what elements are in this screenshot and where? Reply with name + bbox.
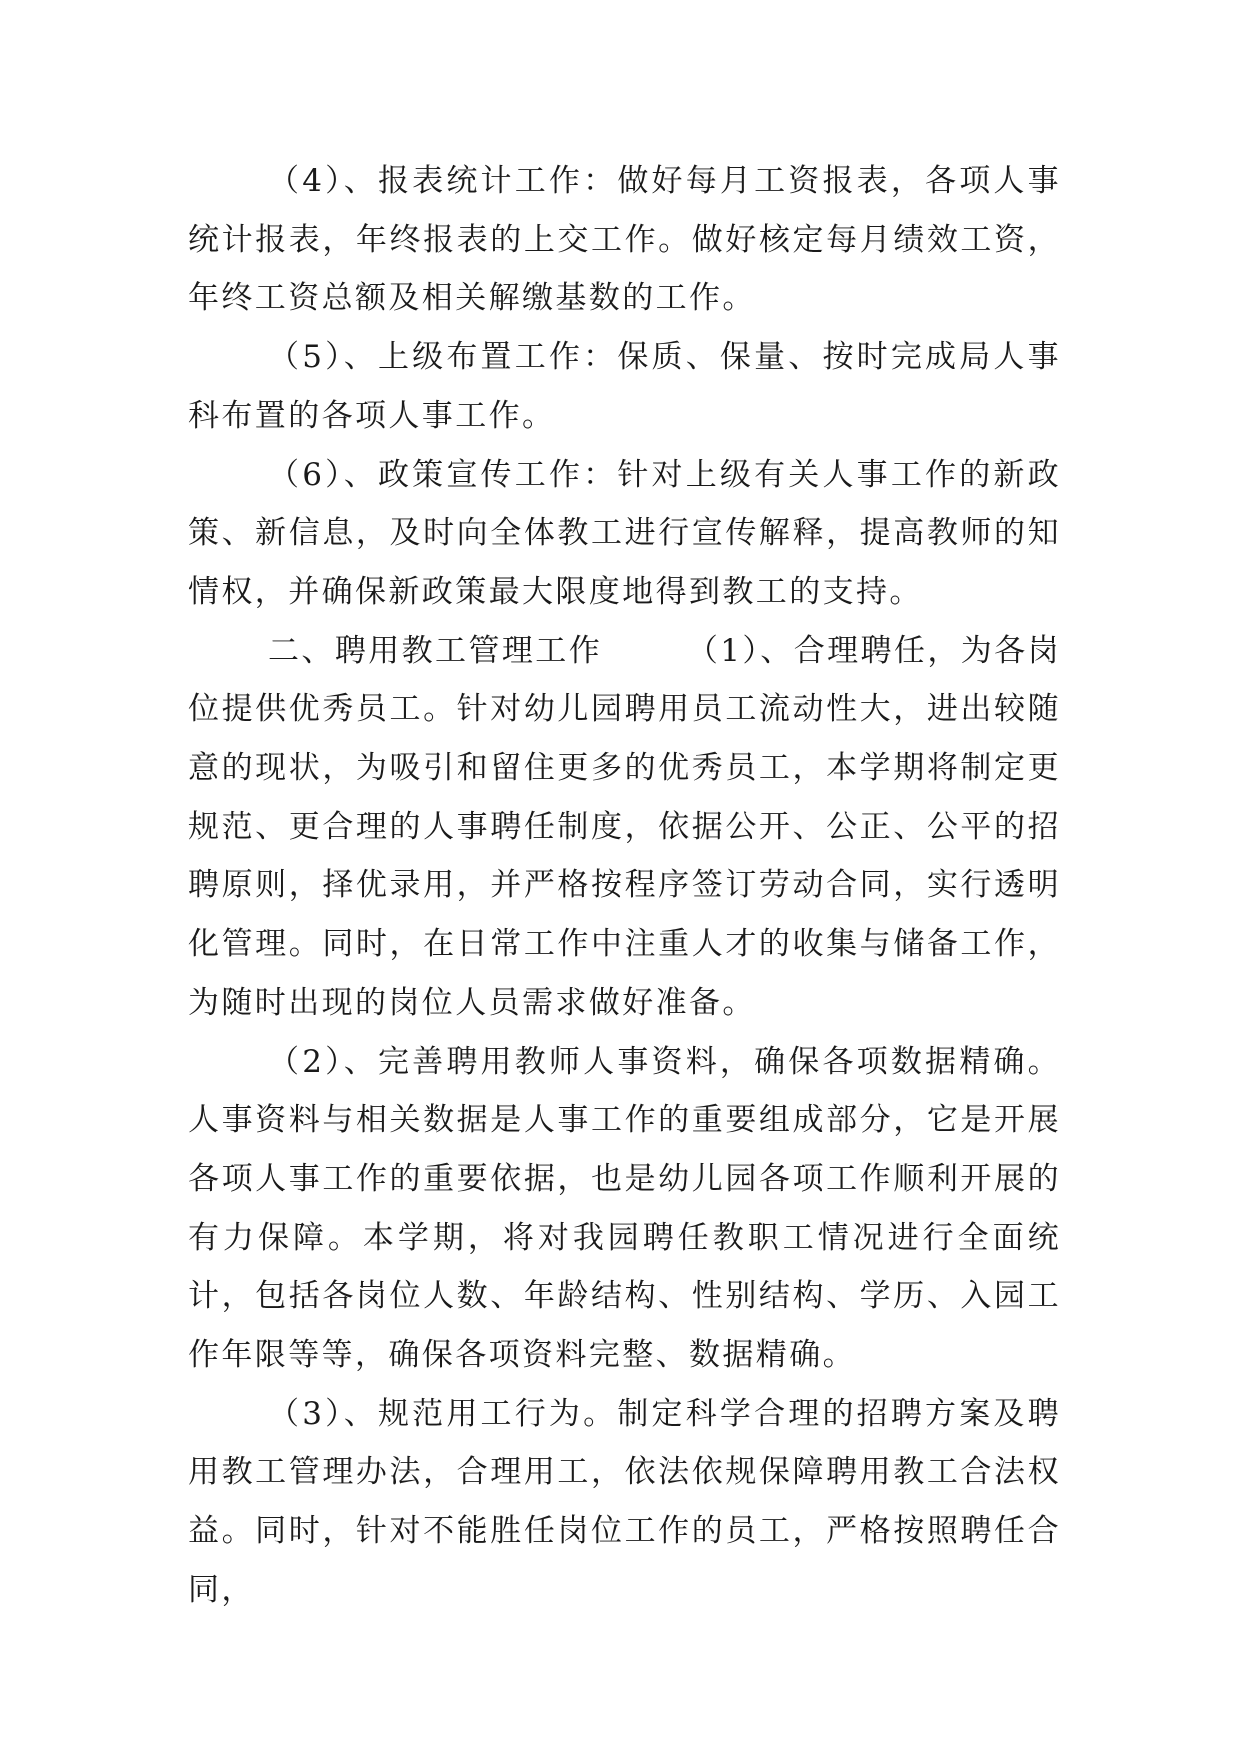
document-body: [188, 152, 1061, 1620]
paragraph-contract-staff-management: 二、聘用教工管理工作 （1）、合理聘任，为各岗位提供优秀员工。针对幼儿园聘用员工流动性大，进出较随意的现状，为吸引和留住更多的优秀员工，本学期将制定更规范、更合理的人事聘任制度，依据公开、公正、公平的招聘原则，择优录用，并严格按程序签订劳动合同，实行透明化管理。同时，在日常工作中注重人才的收集与储备工作，为随时出现的岗位人员需求做好准备。: [188, 632, 1061, 1021]
paragraph-employment-standards: （3）、规范用工行为。制定科学合理的招聘方案及聘用教工管理办法，合理用工，依法依规保障聘用教工合法权益。同时，针对不能胜任岗位工作的员工，严格按照聘任合同，: [188, 1395, 1061, 1608]
paragraph-staff-records: （2）、完善聘用教师人事资料，确保各项数据精确。人事资料与相关数据是人事工作的重要组成部分，它是开展各项人事工作的重要依据，也是幼儿园各项工作顺利开展的有力保障。本学期，将对我园聘任教职工情况进行全面统计，包括各岗位人数、年龄结构、性别结构、学历、入园工作年限等等，确保各项资料完整、数据精确。: [188, 1043, 1061, 1374]
paragraph-policy-publicity: （6）、政策宣传工作：针对上级有关人事工作的新政策、新信息，及时向全体教工进行宣传解释，提高教师的知情权，并确保新政策最大限度地得到教工的支持。: [188, 456, 1061, 610]
paragraph-report-statistics: （4）、报表统计工作：做好每月工资报表，各项人事统计报表，年终报表的上交工作。做好核定每月绩效工资，年终工资总额及相关解缴基数的工作。: [188, 163, 1061, 317]
paragraph-superior-assignments: （5）、上级布置工作：保质、保量、按时完成局人事科布置的各项人事工作。: [188, 339, 1061, 434]
